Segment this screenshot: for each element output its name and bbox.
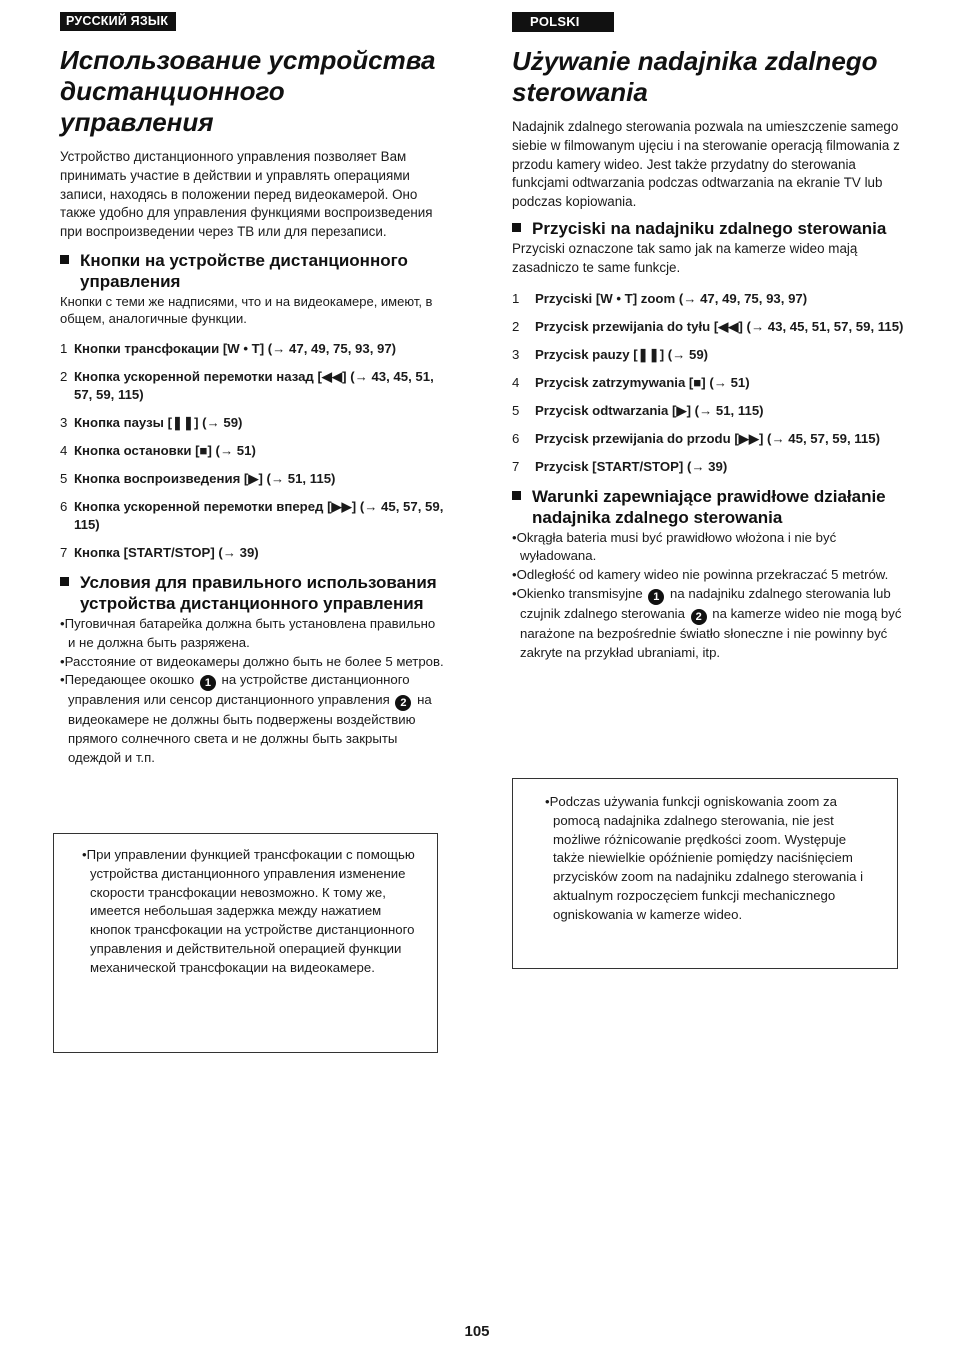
note-text: •Podczas używania funkcji ogniskowania zoom za pomocą nadajnika zdalnego sterowania, nie jest możliwe różnicowanie prędkości zoom. Występuje także niewielkie opóźnienie pomiędzy naciśnięciem przycisków zoom na nadajniku zdalnego sterowania i aktualnym rozpoczęciem funkcji mechanicznego ogniskowania w kamerze wideo. (545, 794, 864, 922)
section-heading-buttons: Кнопки на устройстве дистанционного управления (60, 250, 445, 292)
section-heading-conditions: Условия для правильного использования устройства дистанционного управления (60, 572, 445, 614)
list-item: 4 Przycisk zatrzymywania [■] (→ 51) (512, 374, 750, 390)
section-heading-conditions: Warunki zapewniające prawidłowe działanie nadajnika zdalnego sterowania (512, 486, 904, 528)
list-item: 1 Кнопки трансфокации [W • T] (→ 47, 49, 75, 93, 97) (60, 340, 397, 356)
intro-text: Устройство дистанционного управления позволяет Вам принимать участие в действии и управлять операциями записи, находясь в положении перед видеокамерой. Оно также удобно для управления функциями воспроизведения при воспроизведении через ТВ или для перезаписи. (60, 149, 433, 240)
list-item: 6 Przycisk przewijania do przodu [▶▶] (→ 45, 57, 59, 115) (512, 430, 880, 446)
section-heading-buttons: Przyciski na nadajniku zdalnego sterowania (512, 218, 904, 239)
list-item: •Odległość od kamery wideo nie powinna przekraczać 5 metrów. (512, 567, 889, 583)
list-item: •Okrągła bateria musi być prawidłowo włożona i nie być wyładowana. (512, 529, 837, 564)
square-bullet-icon (60, 255, 69, 264)
list-item: 7 Przycisk [START/STOP] (→ 39) (512, 458, 728, 474)
list-item: 4 Кнопка остановки [■] (→ 51) (60, 442, 256, 458)
page-number: 105 (464, 1323, 490, 1340)
conditions-list (512, 529, 904, 663)
list-item: 2 Przycisk przewijania do tyłu [◀◀] (→ 43, 45, 51, 57, 59, 115) (512, 318, 904, 334)
note-box (512, 778, 898, 969)
page-title: Использование устройства дистанционного управления (60, 45, 436, 137)
list-item: •Пуговичная батарейка должна быть установлена правильно и не должна быть разряжена. (60, 615, 436, 650)
list-item: •Передающее окошко 1 на устройстве дистанционного управления или сенсор дистанционного управления 2 на видеокамере не должны быть подвержены воздействию прямого солнечного света и не должны быть закрыты одеждой и т.п. (60, 672, 432, 765)
square-bullet-icon (60, 577, 69, 586)
list-item: 6 Кнопка ускоренной перемотки вперед [▶▶] (→ 45, 57, 59, 115) (60, 498, 444, 532)
note-text: •При управлении функцией трансфокации с помощью устройства дистанционного управления изменение скорости трансфокации невозможно. К тому же, имеется небольшая задержка между нажатием кнопок трансфокации на устройстве дистанционного управления и действительной операцией функции механической трансфокации на видеокамере. (82, 847, 415, 975)
section-text: Przyciski oznaczone tak samo jak na kamerze wideo mają zasadniczo te same funkcje. (512, 240, 858, 275)
square-bullet-icon (512, 223, 521, 232)
polish-column (512, 12, 904, 663)
section-text: Кнопки с теми же надписями, что и на видеокамере, имеют, в общем, аналогичные функции. (60, 293, 433, 327)
marker-1-icon: 1 (648, 589, 664, 605)
list-item: 7 Кнопка [START/STOP] (→ 39) (60, 544, 259, 560)
square-bullet-icon (512, 491, 521, 500)
list-item: 3 Przycisk pauzy [❚❚] (→ 59) (512, 346, 709, 362)
list-item: 5 Кнопка воспроизведения [▶] (→ 51, 115) (60, 470, 336, 486)
list-item: 3 Кнопка паузы [❚❚] (→ 59) (60, 414, 243, 430)
russian-column (60, 12, 445, 768)
language-tag: РУССКИЙ ЯЗЫК (60, 12, 176, 31)
note-box (53, 833, 438, 1053)
marker-2-icon: 2 (395, 695, 411, 711)
button-list (512, 290, 904, 476)
list-item: 1 Przyciski [W • T] zoom (→ 47, 49, 75, 93, 97) (512, 290, 808, 306)
list-item: •Расстояние от видеокамеры должно быть не более 5 метров. (60, 653, 444, 669)
list-item: 2 Кнопка ускоренной перемотки назад [◀◀] (→ 43, 45, 51, 57, 59, 115) (60, 368, 434, 402)
intro-text: Nadajnik zdalnego sterowania pozwala na umieszczenie samego siebie w filmowanym ujęciu i na sterowanie operacją filmowania z przodu kamery wideo. Jest także przydatny do sterowania funkcjami odtwarzania podczas odtwarzania na ekranie TV lub podczas kopiowania. (512, 119, 900, 210)
list-item: 5 Przycisk odtwarzania [▶] (→ 51, 115) (512, 402, 764, 418)
list-item: •Okienko transmisyjne 1 na nadajniku zdalnego sterowania lub czujnik zdalnego sterowania 2 na kamerze wideo nie mogą być narażone na bezpośrednie światło słoneczne i nie powinny być zakryte na przykład ubraniami, itp. (512, 585, 902, 660)
page-title: Używanie nadajnika zdalnego sterowania (512, 46, 878, 107)
marker-1-icon: 1 (200, 675, 216, 691)
conditions-list (60, 615, 445, 768)
marker-2-icon: 2 (691, 609, 707, 625)
language-tag: POLSKI (512, 12, 614, 32)
button-list (60, 340, 445, 562)
